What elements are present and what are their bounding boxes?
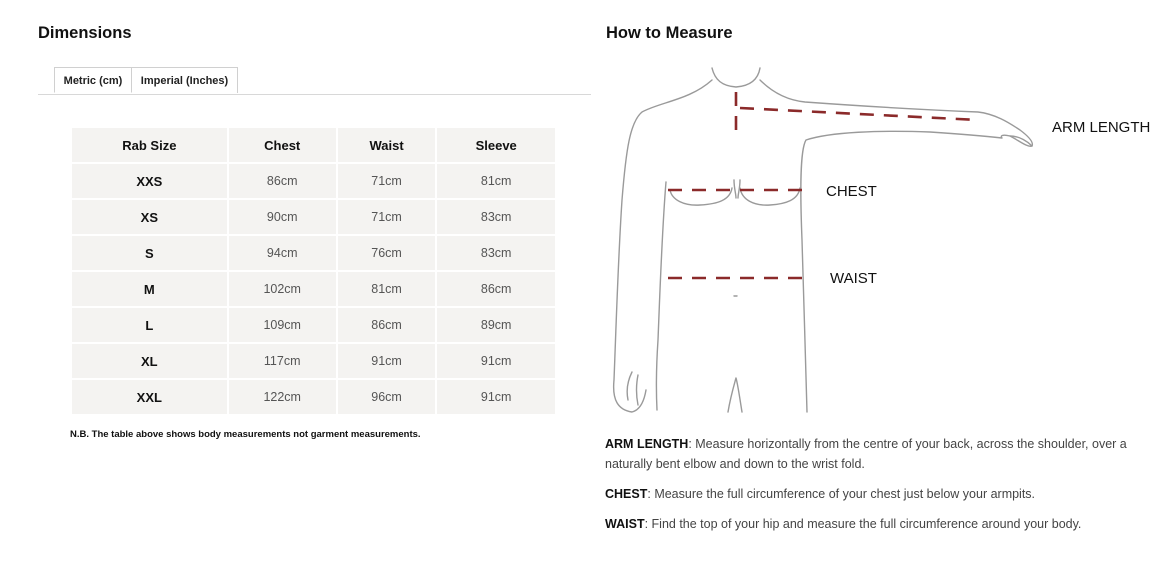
chest-cell: 102cm [229, 272, 336, 306]
measurement-definitions [605, 434, 1150, 544]
size-cell: XXS [72, 164, 227, 198]
definition-term: CHEST [605, 487, 648, 501]
table-row [72, 380, 555, 414]
tab-imperial[interactable]: Imperial (Inches) [132, 67, 238, 93]
definition-arm-length [605, 434, 1150, 474]
chest-cell: 86cm [229, 164, 336, 198]
sleeve-cell: 86cm [437, 272, 555, 306]
definition-text: : Find the top of your hip and measure the full circumference around your body. [644, 517, 1082, 531]
chest-label: CHEST [826, 183, 877, 200]
header-rab-size: Rab Size [72, 128, 227, 162]
header-waist: Waist [338, 128, 436, 162]
header-sleeve: Sleeve [437, 128, 555, 162]
sleeve-cell: 91cm [437, 344, 555, 378]
waist-cell: 81cm [338, 272, 436, 306]
waist-cell: 76cm [338, 236, 436, 270]
definition-text: : Measure horizontally from the centre of your back, across the shoulder, over a naturally bent elbow and down to the wrist fold. [605, 437, 1127, 471]
size-table [70, 126, 557, 416]
definition-waist [605, 514, 1150, 534]
definition-text: : Measure the full circumference of your chest just below your armpits. [647, 487, 1036, 501]
sleeve-cell: 91cm [437, 380, 555, 414]
table-row [72, 344, 555, 378]
unit-tabs [38, 67, 591, 95]
measure-lines [668, 92, 978, 278]
definition-chest [605, 484, 1150, 504]
size-cell: S [72, 236, 227, 270]
table-row [72, 272, 555, 306]
table-row [72, 164, 555, 198]
waist-cell: 86cm [338, 308, 436, 342]
waist-cell: 96cm [338, 380, 436, 414]
chest-cell: 90cm [229, 200, 336, 234]
measurement-note: N.B. The table above shows body measurements not garment measurements. [70, 429, 421, 440]
chest-cell: 122cm [229, 380, 336, 414]
chest-cell: 117cm [229, 344, 336, 378]
definition-term: WAIST [605, 517, 645, 531]
size-cell: XXL [72, 380, 227, 414]
waist-cell: 71cm [338, 200, 436, 234]
table-row [72, 236, 555, 270]
waist-label: WAIST [830, 270, 877, 287]
waist-cell: 71cm [338, 164, 436, 198]
body-measure-diagram [600, 60, 1160, 420]
figure-labels [826, 119, 1150, 287]
size-cell: XS [72, 200, 227, 234]
table-row [72, 308, 555, 342]
sleeve-cell: 81cm [437, 164, 555, 198]
definition-term: ARM LENGTH [605, 437, 689, 451]
size-cell: M [72, 272, 227, 306]
sleeve-cell: 89cm [437, 308, 555, 342]
table-row [72, 200, 555, 234]
header-chest: Chest [229, 128, 336, 162]
chest-cell: 94cm [229, 236, 336, 270]
size-cell: L [72, 308, 227, 342]
dimensions-title: Dimensions [38, 24, 132, 42]
waist-cell: 91cm [338, 344, 436, 378]
sleeve-cell: 83cm [437, 200, 555, 234]
table-header-row [72, 128, 555, 162]
size-cell: XL [72, 344, 227, 378]
chest-cell: 109cm [229, 308, 336, 342]
tab-metric[interactable]: Metric (cm) [54, 67, 132, 93]
sleeve-cell: 83cm [437, 236, 555, 270]
arm-length-label: ARM LENGTH [1052, 119, 1151, 136]
how-to-measure-title: How to Measure [606, 24, 733, 42]
